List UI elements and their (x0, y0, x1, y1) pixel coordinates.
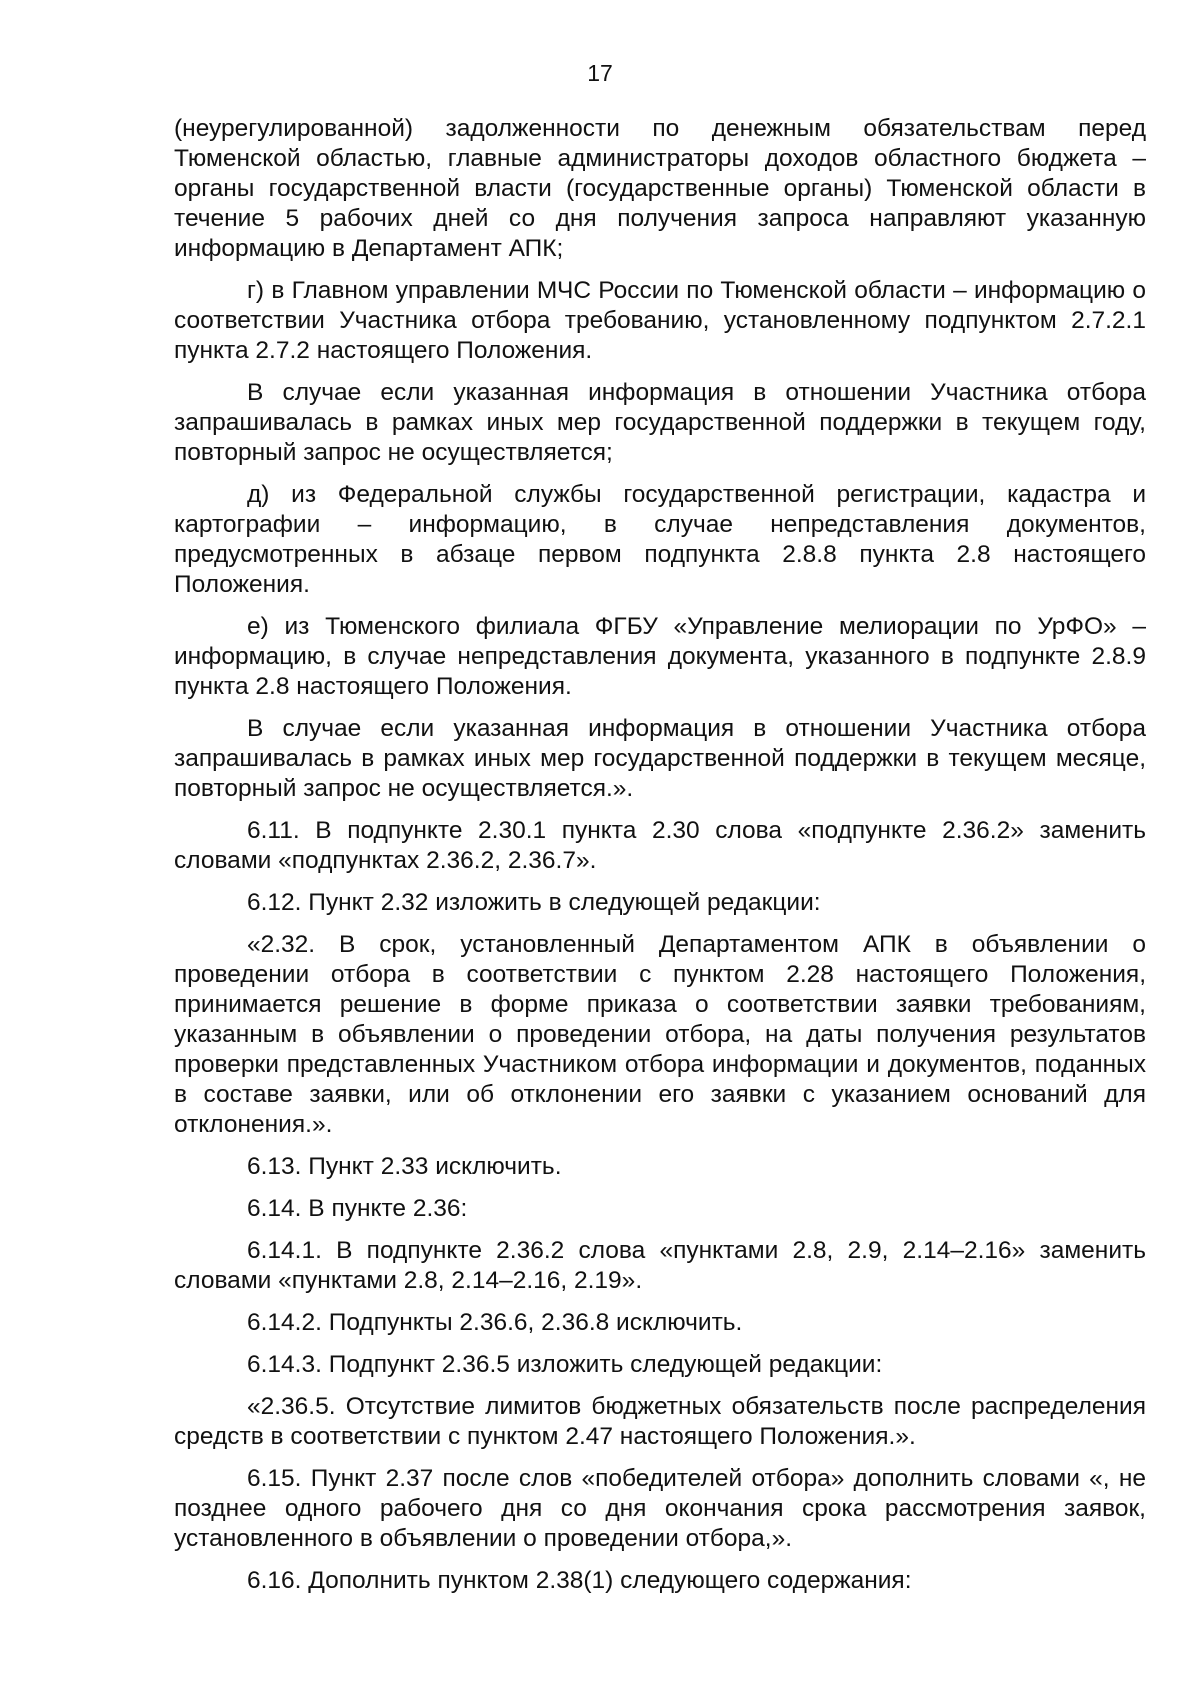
paragraph-2-36-5: «2.36.5. Отсутствие лимитов бюджетных обязательств после распределения средств в соответствии с пунктом 2.47 настоящего Положения.». (174, 1393, 1146, 1450)
paragraph-continuation: (неурегулированной) задолженности по денежным обязательствам перед Тюменской областью, главные администраторы доходов областного бюджета – органы государственной власти (государственные органы) Тюменской области в течение 5 рабочих дней со дня получения запроса направляют указанную информацию в Департамент АПК; (174, 115, 1146, 262)
paragraph-6-14-2: 6.14.2. Подпункты 2.36.6, 2.36.8 исключить. (247, 1309, 743, 1336)
paragraph-item-g: г) в Главном управлении МЧС России по Тюменской области – информацию о соответствии Участника отбора требованию, установленному подпунктом 2.7.2.1 пункта 2.7.2 настоящего Положения. (174, 277, 1146, 364)
paragraph-6-13: 6.13. Пункт 2.33 исключить. (247, 1153, 562, 1180)
paragraph-6-12: 6.12. Пункт 2.32 изложить в следующей редакции: (247, 889, 821, 916)
paragraph-6-14-3: 6.14.3. Подпункт 2.36.5 изложить следующей редакции: (247, 1351, 883, 1378)
paragraph-6-14: 6.14. В пункте 2.36: (247, 1195, 468, 1222)
page-number: 17 (587, 60, 613, 86)
paragraph-repeat-request-year: В случае если указанная информация в отношении Участника отбора запрашивалась в рамках иных мер государственной поддержки в текущем году, повторный запрос не осуществляется; (174, 379, 1146, 466)
paragraph-2-32: «2.32. В срок, установленный Департаментом АПК в объявлении о проведении отбора в соответствии с пунктом 2.28 настоящего Положения, принимается решение в форме приказа о соответствии заявки требованиям, указанным в объявлении о проведении отбора, на даты получения результатов проверки представленных Участником отбора информации и документов, поданных в составе заявки, или об отклонении его заявки с указанием оснований для отклонения.». (174, 931, 1146, 1138)
paragraph-6-15: 6.15. Пункт 2.37 после слов «победителей отбора» дополнить словами «, не позднее одного рабочего дня со дня окончания срока рассмотрения заявок, установленного в объявлении о проведении отбора,». (174, 1465, 1146, 1552)
paragraph-repeat-request-month: В случае если указанная информация в отношении Участника отбора запрашивалась в рамках иных мер государственной поддержки в текущем месяце, повторный запрос не осуществляется.». (174, 715, 1146, 802)
document-body (174, 114, 1146, 1608)
paragraph-6-14-1: 6.14.1. В подпункте 2.36.2 слова «пунктами 2.8, 2.9, 2.14–2.16» заменить словами «пунктами 2.8, 2.14–2.16, 2.19». (174, 1237, 1146, 1294)
paragraph-item-d: д) из Федеральной службы государственной регистрации, кадастра и картографии – информацию, в случае непредставления документов, предусмотренных в абзаце первом подпункта 2.8.8 пункта 2.8 настоящего Положения. (174, 481, 1146, 598)
paragraph-6-16: 6.16. Дополнить пунктом 2.38(1) следующего содержания: (247, 1567, 912, 1594)
paragraph-6-11: 6.11. В подпункте 2.30.1 пункта 2.30 слова «подпункте 2.36.2» заменить словами «подпунктах 2.36.2, 2.36.7». (174, 817, 1146, 874)
paragraph-item-e: е) из Тюменского филиала ФГБУ «Управление мелиорации по УрФО» – информацию, в случае непредставления документа, указанного в подпункте 2.8.9 пункта 2.8 настоящего Положения. (174, 613, 1146, 700)
